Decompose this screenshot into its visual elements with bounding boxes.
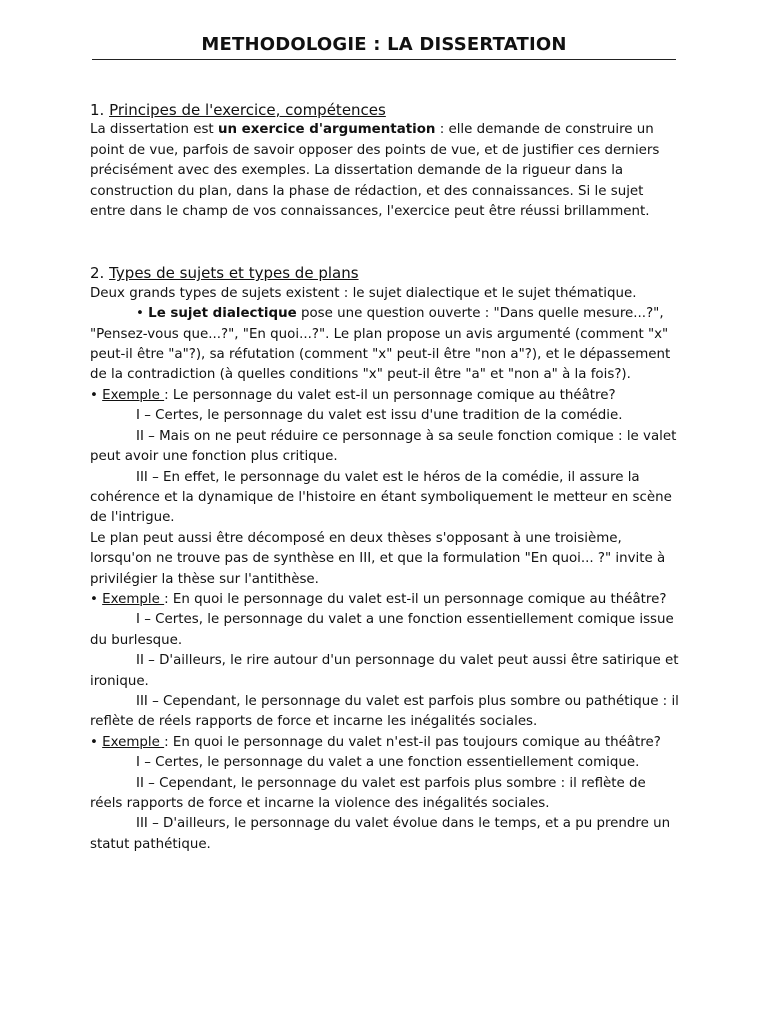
p1-text-c: : elle demande de construire un point de vue, parfois de savoir opposer des points de vue, et de justifier ces derniers précisément avec des exemples. La dissertation demande de la rigueur dans la construction du plan, dans la phase de rédaction, et des connaissances. Si le sujet entre dans le champ de vos connaissances, l'exercice peut être réussi brillamment.: [90, 122, 660, 220]
bullet: •: [90, 591, 103, 607]
example-1-text: : Le personnage du valet est-il un personnage comique au théâtre?: [164, 387, 616, 403]
plan-note: Le plan peut aussi être décomposé en deux thèses s'opposant à une troisième, lorsqu'on ne trouve pas de synthèse en III, et que la formulation "En quoi... ?" invite à privilégier la thèse sur l'antithèse.: [90, 530, 666, 587]
dialectic-paragraph: [90, 304, 680, 386]
example-2-part-i: I – Certes, le personnage du valet a une fonction essentiellement comique issue du burlesque.: [90, 612, 674, 648]
p1-text-a: La dissertation est: [90, 122, 218, 138]
example-1-part-iii: III – En effet, le personnage du valet est le héros de la comédie, il assure la cohérence et la dynamique de l'histoire en étant symboliquement le metteur en scène de l'intrigue.: [90, 469, 672, 526]
example-label: Exemple: [102, 591, 165, 607]
example-3-part-i: I – Certes, le personnage du valet a une fonction essentiellement comique.: [136, 755, 640, 771]
p1-text-bold: un exercice d'argumentation: [217, 122, 436, 138]
section-2-title: Types de sujets et types de plans: [109, 264, 359, 283]
example-label: Exemple: [102, 734, 165, 750]
dialectic-label: Le sujet dialectique: [148, 306, 297, 322]
section-1-title: Principes de l'exercice, compétences: [109, 101, 386, 119]
example-label: Exemple: [102, 387, 165, 403]
example-1-question: [90, 386, 680, 406]
title-rule: [92, 59, 676, 60]
bullet: •: [90, 387, 103, 403]
section-2-intro: Deux grands types de sujets existent : le sujet dialectique et le sujet thématique.: [90, 285, 637, 301]
section-2-number: 2.: [90, 264, 110, 283]
bullet: •: [90, 734, 103, 750]
section-spacer: [90, 222, 680, 263]
example-2-part-iii: III – Cependant, le personnage du valet est parfois plus sombre ou pathétique : il reflète de réels rapports de force et incarne les inégalités sociales.: [90, 693, 679, 730]
example-2-question: [90, 590, 680, 610]
page-title: METHODOLOGIE : LA DISSERTATION: [201, 34, 567, 55]
example-3-text: : En quoi le personnage du valet n'est-il pas toujours comique au théâtre?: [164, 734, 661, 750]
example-3-part-iii: III – D'ailleurs, le personnage du valet évolue dans le temps, et a pu prendre un statut pathétique.: [90, 816, 671, 852]
section-1-heading: [90, 100, 680, 120]
example-1-part-i: I – Certes, le personnage du valet est issu d'une tradition de la comédie.: [136, 408, 623, 424]
section-1-paragraph: [90, 120, 680, 222]
example-3-part-ii: II – Cependant, le personnage du valet est parfois plus sombre : il reflète de réels rapports de force et incarne la violence des inégalités sociales.: [90, 775, 646, 811]
document-body: [90, 100, 680, 855]
example-3-question: [90, 733, 680, 753]
section-1-number: 1.: [90, 101, 110, 119]
bullet: •: [136, 306, 149, 322]
example-2-text: : En quoi le personnage du valet est-il un personnage comique au théâtre?: [164, 591, 667, 607]
example-2-part-ii: II – D'ailleurs, le rire autour d'un personnage du valet peut aussi être satirique et ironique.: [90, 653, 679, 689]
section-2-heading: [90, 263, 680, 283]
dialectic-text: pose une question ouverte : "Dans quelle mesure...?", "Pensez-vous que...?", "En quoi...?". Le plan propose un avis argumenté (comment "x" peut-il être "a"?), sa réfutation (comment "x" peut-il être "non a"?), et le dépassement de la contradiction (à quelles conditions "x" peut-il être "a" et "non a" à la fois?).: [90, 306, 671, 383]
example-1-part-ii: II – Mais on ne peut réduire ce personnage à sa seule fonction comique : le valet peut avoir une fonction plus critique.: [90, 428, 677, 465]
